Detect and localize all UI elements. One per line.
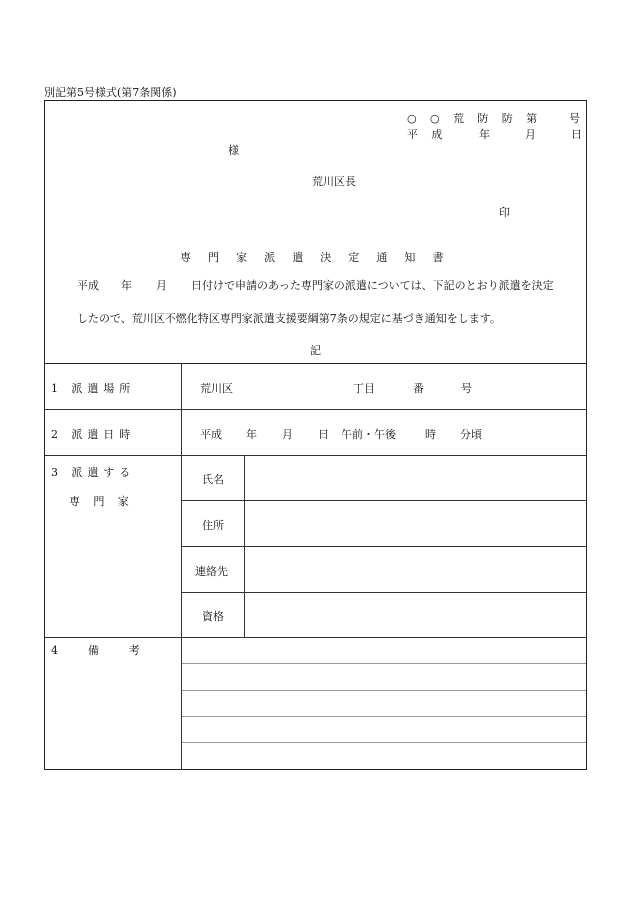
doc-number-suffix: 号 [569,112,580,125]
body-line-2: したので、荒川区不燃化特区専門家派遣支援要綱第7条の規定に基づき通知をします。 [77,312,501,325]
datetime-year-unit: 年 [246,428,257,441]
rule-row2-bottom [45,455,586,456]
body-era: 平成 [77,279,99,292]
remarks-line-1 [181,663,586,664]
place-ban-unit: 番 [413,382,424,395]
expert-field-divider [244,455,245,637]
table-top-rule [45,363,586,364]
place-chome-unit: 丁目 [353,382,375,395]
rule-row3-bottom [45,637,586,638]
rule-row1-bottom [45,409,586,410]
remarks-line-3 [181,716,586,717]
notice-form [44,100,587,770]
datetime-hour-unit: 時 [425,428,436,441]
datetime-month-unit: 月 [282,428,293,441]
place-label: 1 派遣場所 [51,382,136,395]
doc-number-prefix: ○ ○ 荒 防 防 第 [407,112,543,125]
body-month-unit: 月 [156,279,167,292]
rule-expert-name-bottom [181,500,586,501]
rule-expert-contact-bottom [181,592,586,593]
sender-name: 荒川区長 [312,175,356,188]
datetime-day-unit: 日 [318,428,329,441]
expert-name-label: 氏名 [202,473,224,486]
expert-address-label: 住所 [202,519,224,532]
remarks-line-2 [181,690,586,691]
datetime-era: 平成 [200,428,222,441]
remarks-label: 4 備 考 [51,644,140,657]
body-line-1 [77,269,554,302]
document-title: 専門家派遣決定通知書 [180,251,461,264]
datetime-minute-unit: 分頃 [460,428,482,441]
expert-contact-label: 連絡先 [195,565,228,578]
expert-qualification-label: 資格 [202,610,224,623]
datetime-label: 2 派遣日時 [51,428,136,441]
remarks-line-4 [181,742,586,743]
addressee-honorific: 様 [228,144,239,157]
seal-mark: 印 [499,206,510,219]
body-text-1: 日付けで申請のあった専門家の派遣については、下記のとおり派遣を決定 [191,279,554,292]
body-year-unit: 年 [121,279,132,292]
date-era: 平 成 [407,128,448,141]
date-year-unit: 年 [479,128,490,141]
label-column-divider [181,363,182,769]
datetime-ampm: 午前・午後 [341,428,396,441]
date-day-unit: 日 [571,128,582,141]
expert-label-line-1: 3 派遣する [51,466,136,479]
ki-heading: 記 [310,344,321,357]
expert-label-line-2: 専 門 家 [69,495,134,508]
place-go-unit: 号 [461,382,472,395]
rule-expert-address-bottom [181,546,586,547]
place-ward: 荒川区 [200,382,233,395]
date-month-unit: 月 [525,128,536,141]
form-caption: 別記第5号様式(第7条関係) [44,86,177,99]
